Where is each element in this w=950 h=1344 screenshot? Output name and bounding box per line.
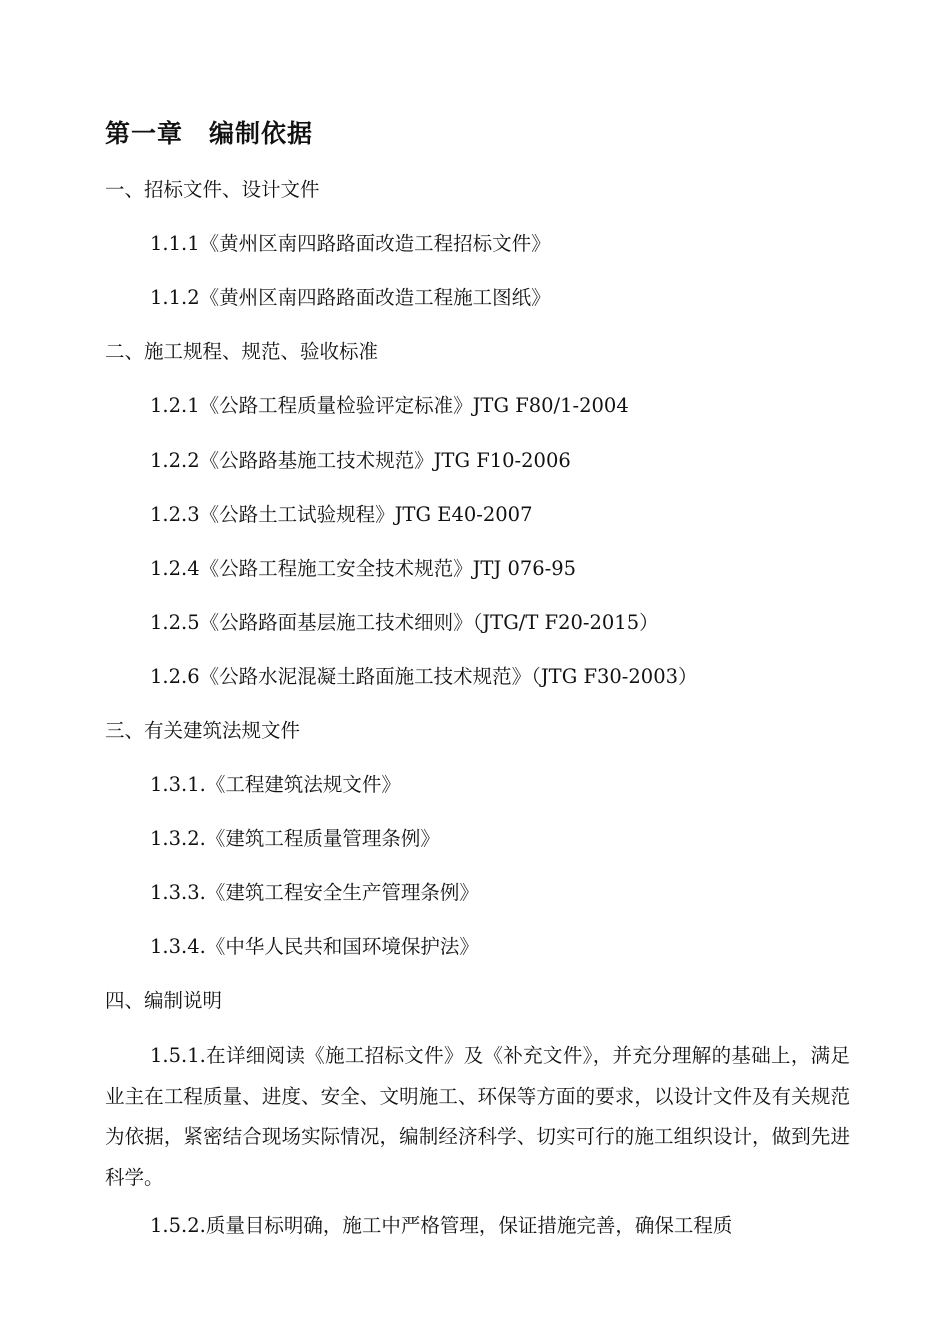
list-item: 1.3.3.《建筑工程安全生产管理条例》 (150, 881, 479, 904)
chapter-title: 第一章 编制依据 (105, 119, 314, 148)
list-item: 1.2.4《公路工程施工安全技术规范》JTJ 076-95 (150, 557, 577, 580)
section-heading-3: 三、有关建筑法规文件 (105, 719, 301, 742)
section-heading-4: 四、编制说明 (105, 989, 223, 1012)
list-item: 1.2.6《公路水泥混凝土路面施工技术规范》（JTG F30-2003） (150, 665, 698, 688)
section-heading-1: 一、招标文件、设计文件 (105, 178, 320, 201)
list-item: 1.2.3《公路土工试验规程》JTG E40-2007 (150, 503, 533, 526)
list-item: 1.3.4.《中华人民共和国环境保护法》 (150, 935, 479, 958)
list-item: 1.2.1《公路工程质量检验评定标准》JTG F80/1-2004 (150, 394, 629, 417)
list-item: 1.1.2《黄州区南四路路面改造工程施工图纸》 (150, 286, 551, 309)
list-item: 1.2.2《公路路基施工技术规范》JTG F10-2006 (150, 449, 571, 472)
list-item: 1.3.2.《建筑工程质量管理条例》 (150, 827, 440, 850)
list-item: 1.3.1.《工程建筑法规文件》 (150, 773, 401, 796)
body-paragraph: 1.5.1.在详细阅读《施工招标文件》及《补充文件》，并充分理解的基础上，满足业主在工程质量、进度、安全、文明施工、环保等方面的要求，以设计文件及有关规范为依据，紧密结合现场实际情况，编制经济科学、切实可行的施工组织设计，做到先进科学。 (105, 1044, 850, 1189)
body-paragraph: 1.5.2.质量目标明确，施工中严格管理，保证措施完善，确保工程质 (150, 1214, 733, 1237)
list-item: 1.1.1《黄州区南四路路面改造工程招标文件》 (150, 232, 551, 255)
section-heading-2: 二、施工规程、规范、验收标准 (105, 340, 379, 363)
list-item: 1.2.5《公路路面基层施工技术细则》（JTG/T F20-2015） (150, 611, 659, 634)
